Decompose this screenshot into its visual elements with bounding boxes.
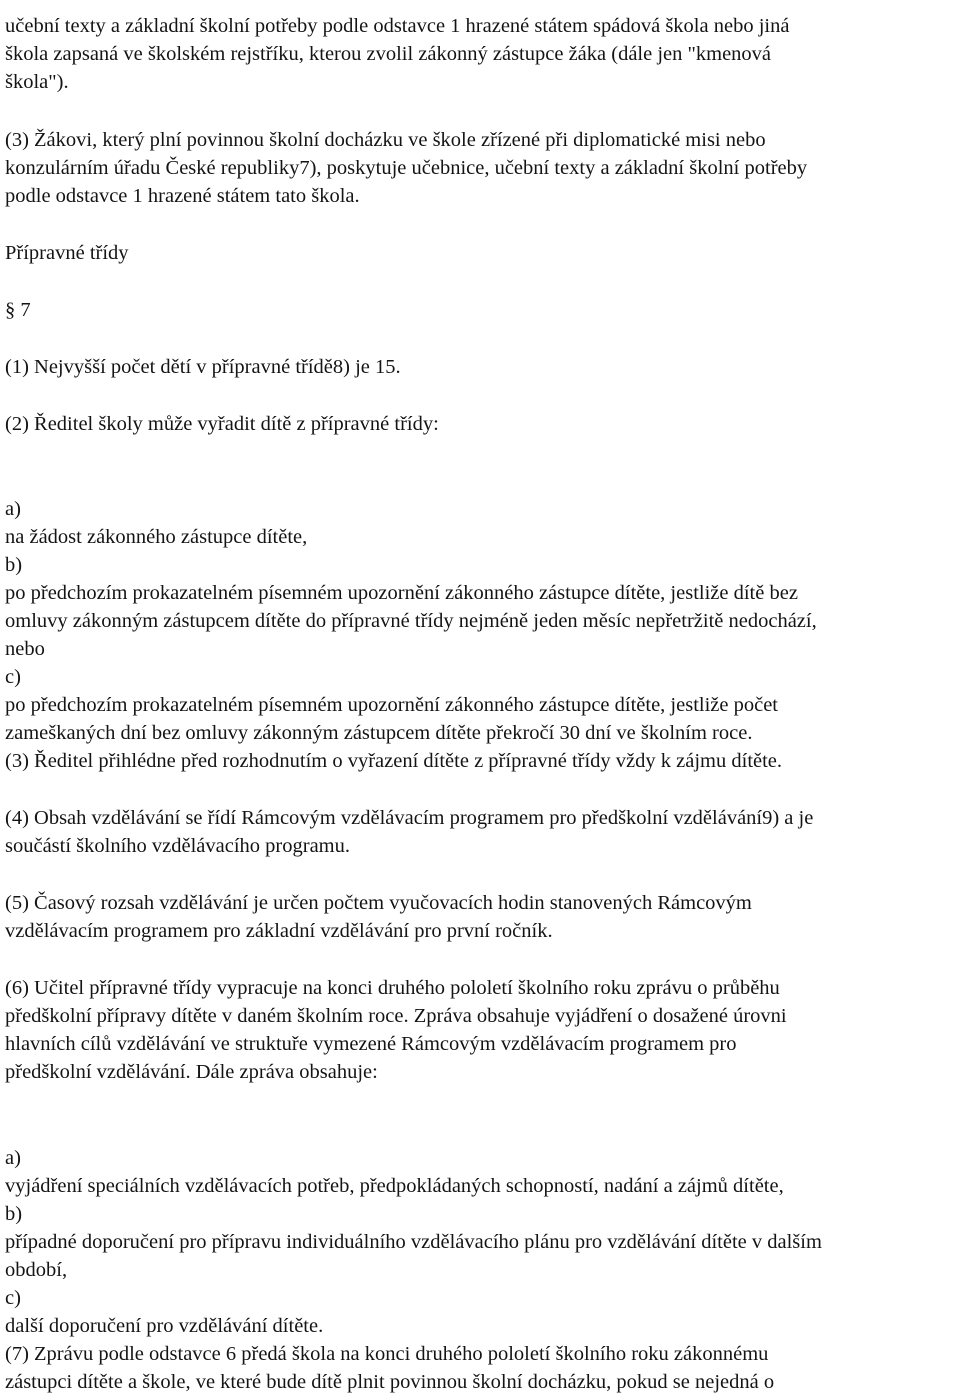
text-line: (4) Obsah vzdělávání se řídí Rámcovým vzdělávacím programem pro předškolní vzdělávání9) a je	[5, 807, 814, 829]
list-marker: a)	[5, 498, 21, 520]
text-line: učební texty a základní školní potřeby podle odstavce 1 hrazené státem spádová škola nebo jiná	[5, 15, 790, 37]
list-marker: c)	[5, 666, 21, 688]
text-line: předškolní přípravy dítěte v daném školním roce. Zpráva obsahuje vyjádření o dosažené úrovni	[5, 1005, 787, 1027]
text-line: (5) Časový rozsah vzdělávání je určen počtem vyučovacích hodin stanovených Rámcovým	[5, 892, 752, 914]
text-line: omluvy zákonným zástupcem dítěte do přípravné třídy nejméně jeden měsíc nepřetržitě nedochází,	[5, 610, 817, 632]
section-heading: Přípravné třídy	[5, 242, 129, 264]
list-marker: c)	[5, 1287, 21, 1309]
text-line: (6) Učitel přípravné třídy vypracuje na konci druhého pololetí školního roku zprávu o průběhu	[5, 977, 780, 999]
text-line: (3) Žákovi, který plní povinnou školní docházku ve škole zřízené při diplomatické misi nebo	[5, 129, 766, 151]
text-line: předškolní vzdělávání. Dále zpráva obsahuje:	[5, 1061, 378, 1083]
text-line: nebo	[5, 638, 45, 660]
text-line: škola").	[5, 71, 69, 93]
list-marker: a)	[5, 1147, 21, 1169]
list-marker: b)	[5, 554, 23, 576]
text-line: součástí školního vzdělávacího programu.	[5, 835, 350, 857]
text-line: podle odstavce 1 hrazené státem tato škola.	[5, 185, 360, 207]
text-line: vyjádření speciálních vzdělávacích potřeb, předpokládaných schopností, nadání a zájmů dítěte,	[5, 1175, 784, 1197]
text-line: (7) Zprávu podle odstavce 6 předá škola na konci druhého pololetí školního roku zákonnému	[5, 1343, 769, 1365]
text-line: zameškaných dní bez omluvy zákonným zástupcem dítěte překročí 30 dní ve školním roce.	[5, 722, 753, 744]
text-line: na žádost zákonného zástupce dítěte,	[5, 526, 308, 548]
text-line: zástupci dítěte a škole, ve které bude dítě plnit povinnou školní docházku, pokud se nejedná o	[5, 1371, 775, 1393]
text-line: po předchozím prokazatelném písemném upozornění zákonného zástupce dítěte, jestliže počet	[5, 694, 779, 716]
text-line: další doporučení pro vzdělávání dítěte.	[5, 1315, 324, 1337]
text-line: konzulárním úřadu České republiky7), poskytuje učebnice, učební texty a základní školní potřeby	[5, 157, 808, 179]
text-line: (2) Ředitel školy může vyřadit dítě z přípravné třídy:	[5, 413, 439, 435]
text-line: období,	[5, 1259, 68, 1281]
text-line: (1) Nejvyšší počet dětí v přípravné třídě8) je 15.	[5, 356, 401, 378]
text-line: škola zapsaná ve školském rejstříku, kterou zvolil zákonný zástupce žáka (dále jen "kmenová	[5, 43, 772, 65]
text-line: případné doporučení pro přípravu individuálního vzdělávacího plánu pro vzdělávání dítěte v dalším	[5, 1231, 822, 1253]
text-line: hlavních cílů vzdělávání ve struktuře vymezené Rámcovým vzdělávacím programem pro	[5, 1033, 737, 1055]
text-line: vzdělávacím programem pro základní vzdělávání pro první ročník.	[5, 920, 553, 942]
text-line: (3) Ředitel přihlédne před rozhodnutím o vyřazení dítěte z přípravné třídy vždy k zájmu dítěte.	[5, 750, 783, 772]
text-line: po předchozím prokazatelném písemném upozornění zákonného zástupce dítěte, jestliže dítě bez	[5, 582, 798, 604]
list-marker: b)	[5, 1203, 23, 1225]
paragraph-symbol-heading: § 7	[5, 299, 31, 321]
